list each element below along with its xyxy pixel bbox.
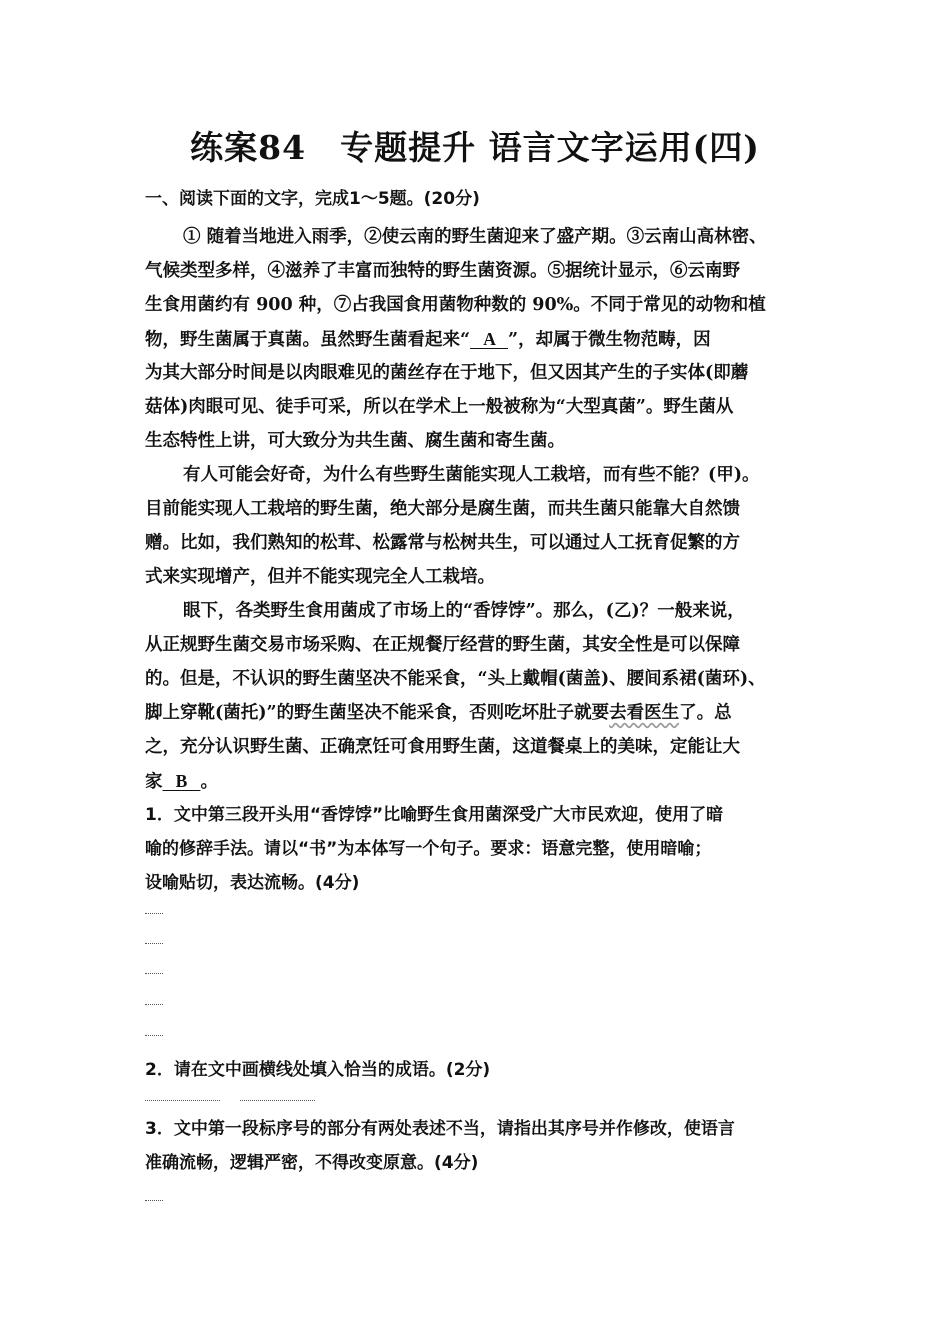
answer-line-a[interactable] xyxy=(145,1100,220,1101)
passage-line: 菇体)肉眼可见、徒手可采，所以在学术上一般被称为“大型真菌”。野生菌从 xyxy=(145,397,734,417)
passage-line: 式来实现增产，但并不能实现完全人工栽培。 xyxy=(145,567,495,587)
answer-line[interactable] xyxy=(145,943,163,944)
passage-line: 生态特性上讲，可大致分为共生菌、腐生菌和寄生菌。 xyxy=(145,431,565,451)
passage-line: ① 随着当地进入雨季，②使云南的野生菌迎来了盛产期。③云南山高林密、 xyxy=(183,227,767,247)
passage-line: 赠。比如，我们熟知的松茸、松露常与松树共生，可以通过人工抚育促繁的方 xyxy=(145,533,740,553)
passage-line: 目前能实现人工栽培的野生菌，绝大部分是腐生菌，而共生菌只能靠大自然馈 xyxy=(145,499,740,519)
passage-line xyxy=(145,701,732,725)
passage-line xyxy=(145,769,218,794)
question-1-line: 喻的修辞手法。请以“书”为本体写一个句子。要求：语意完整，使用暗喻； xyxy=(145,839,712,859)
passage-text: 物，野生菌属于真菌。虽然野生菌看起来“ xyxy=(145,330,471,350)
answer-line[interactable] xyxy=(145,973,163,974)
passage-text: 了。总 xyxy=(679,703,732,723)
passage-text: 家 xyxy=(145,772,163,792)
blank-a: A xyxy=(470,329,509,349)
passage-text: ”，却属于微生物范畴，因 xyxy=(508,330,711,350)
passage-text: 。 xyxy=(200,772,218,792)
wavy-underlined-text: 去看医生 xyxy=(609,703,680,723)
passage-line: 的。但是，不认识的野生菌坚决不能采食，“头上戴帽(菌盖)、腰间系裙(菌环)、 xyxy=(145,669,766,689)
passage-line: 生食用菌约有 900 种，⑦占我国食用菌物种数的 90%。不同于常见的动物和植 xyxy=(145,295,766,315)
page-title: 练案84 专题提升 语言文字运用(四) xyxy=(190,128,760,167)
passage-line: 为其大部分时间是以肉眼难见的菌丝存在于地下，但又因其产生的子实体(即蘑 xyxy=(145,363,749,383)
passage-line: 从正规野生菌交易市场采购、在正规餐厅经营的野生菌，其安全性是可以保障 xyxy=(145,635,740,655)
passage-line: 有人可能会好奇，为什么有些野生菌能实现人工栽培，而有些不能？(甲)。 xyxy=(183,465,760,485)
answer-line[interactable] xyxy=(145,1004,163,1005)
passage-line xyxy=(145,327,711,352)
question-1-line: 1．文中第三段开头用“香饽饽”比喻野生食用菌深受广大市民欢迎，使用了暗 xyxy=(145,805,724,825)
blank-b: B xyxy=(162,771,201,791)
answer-line[interactable] xyxy=(145,913,163,914)
question-2: 2．请在文中画横线处填入恰当的成语。(2分) xyxy=(145,1060,491,1080)
answer-line[interactable] xyxy=(145,1200,163,1201)
question-3-line: 准确流畅，逻辑严密，不得改变原意。(4分) xyxy=(145,1153,479,1173)
section-heading: 一、阅读下面的文字，完成1～5题。(20分) xyxy=(145,189,480,209)
answer-line-b[interactable] xyxy=(240,1100,315,1101)
passage-text: 脚上穿靴(菌托)”的野生菌坚决不能采食，否则吃坏肚子就要 xyxy=(145,703,610,723)
passage-line: 之，充分认识野生菌、正确烹饪可食用野生菌，这道餐桌上的美味，定能让大 xyxy=(145,737,740,757)
question-3-line: 3．文中第一段标序号的部分有两处表述不当，请指出其序号并作修改，使语言 xyxy=(145,1119,735,1139)
passage-line: 气候类型多样，④滋养了丰富而独特的野生菌资源。⑤据统计显示，⑥云南野 xyxy=(145,261,740,281)
question-1-line: 设喻贴切，表达流畅。(4分) xyxy=(145,873,360,893)
answer-line[interactable] xyxy=(145,1035,163,1036)
passage-line: 眼下，各类野生食用菌成了市场上的“香饽饽”。那么，(乙)？一般来说， xyxy=(183,601,745,621)
